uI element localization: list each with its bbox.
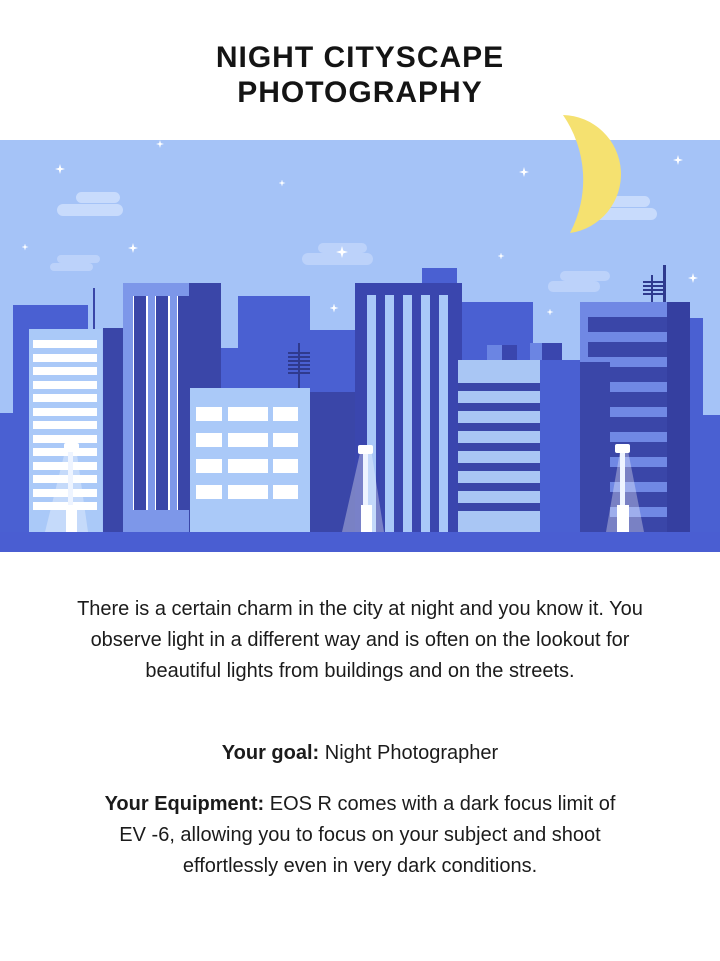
- lamp-head: [358, 445, 373, 454]
- building-horizontal-stripe: [458, 503, 540, 511]
- antenna-crossbar: [643, 281, 663, 283]
- lamp-post: [620, 453, 625, 532]
- building-white-stripe: [33, 489, 97, 497]
- building-left-background: [13, 305, 88, 532]
- equipment-line-2: EV -6, allowing you to focus on your subject and shoot: [119, 824, 601, 846]
- window: [196, 459, 222, 473]
- window-bar: [588, 517, 667, 532]
- building-horizontal-stripe: [458, 423, 540, 431]
- building-dark-slab: [103, 328, 123, 532]
- star-icon: [547, 309, 554, 316]
- window: [228, 485, 268, 499]
- building-white-stripe: [33, 354, 97, 362]
- building-right-background: [462, 302, 533, 532]
- star-icon: [519, 167, 529, 177]
- window-bar: [588, 392, 667, 407]
- lamp-light-cone: [606, 451, 644, 532]
- building-mid-background-right: [310, 330, 355, 532]
- tower-center-stripe: [385, 295, 394, 532]
- lamp-light-cone: [342, 449, 384, 532]
- star-icon: [330, 304, 339, 313]
- building-horizontal-stripes: [458, 360, 540, 532]
- tower-left-stripe-edge: [190, 296, 192, 510]
- equipment-line-1-rest: EOS R comes with a dark focus limit of: [264, 793, 616, 815]
- cloud: [318, 243, 367, 253]
- lamp-post: [363, 454, 368, 532]
- star-icon: [128, 243, 138, 253]
- building-right-edge: [690, 318, 703, 532]
- window: [273, 407, 298, 421]
- lamp-base: [66, 505, 77, 532]
- intro-line: beautiful lights from buildings and on the streets.: [145, 660, 575, 682]
- rooftop-block: [422, 268, 457, 283]
- page-title-line-1: NIGHT CITYSCAPE: [215, 41, 505, 74]
- building-white-stripe: [33, 340, 97, 348]
- tower-left-stripe-edge: [168, 296, 170, 510]
- night-sky: [0, 140, 720, 552]
- antenna-crossbar: [288, 352, 310, 354]
- building-horizontal-stripe: [458, 463, 540, 471]
- window: [228, 407, 268, 421]
- antenna-crossbar: [288, 368, 310, 370]
- equipment-line-3: effortlessly even in very dark conditions.: [182, 855, 538, 877]
- building-horizontal-stripe: [458, 483, 540, 491]
- building-white-stripe: [33, 394, 97, 402]
- building-white-stripe: [33, 421, 97, 429]
- window-bar: [588, 492, 667, 507]
- building-white-stripes: [29, 329, 102, 532]
- page-header: [0, 0, 720, 140]
- star-icon: [336, 246, 348, 258]
- building-white-stripe: [33, 367, 97, 375]
- rooftop-cube: [502, 345, 517, 360]
- building-tall-right: [580, 302, 690, 532]
- building-white-stripe: [33, 381, 97, 389]
- star-icon: [156, 140, 164, 148]
- window: [273, 459, 298, 473]
- building-mid-background-step: [221, 348, 238, 532]
- building-horizontal-stripe: [458, 383, 540, 391]
- antenna-pole: [298, 343, 300, 392]
- antenna-crossbar: [288, 360, 310, 362]
- antenna-pole: [651, 275, 653, 302]
- antenna: [93, 288, 95, 330]
- antenna-pole: [663, 265, 666, 302]
- intro-line: observe light in a different way and is often on the lookout for: [90, 629, 630, 651]
- cloud: [600, 196, 650, 207]
- window: [228, 433, 268, 447]
- antenna-crossbar: [288, 372, 310, 374]
- cloud: [76, 192, 120, 203]
- lamp-light-cone: [45, 447, 88, 532]
- cloud: [57, 204, 123, 216]
- street-ground: [0, 532, 720, 552]
- window-bar: [588, 342, 667, 357]
- building-white-stripe: [33, 448, 97, 456]
- equipment-label: Your Equipment:: [104, 793, 265, 815]
- star-icon: [688, 273, 698, 283]
- goal-line: [0, 738, 720, 769]
- tower-left-stripe: [134, 296, 146, 510]
- rooftop-cube: [530, 343, 542, 360]
- cloud: [57, 255, 100, 263]
- tower-left-stripe: [178, 296, 190, 510]
- cloud: [548, 281, 600, 292]
- intro-line: There is a certain charm in the city at night and you know it. You: [77, 598, 643, 620]
- lamp-head: [64, 443, 79, 452]
- antenna-crossbar: [288, 356, 310, 358]
- window-bar: [588, 467, 667, 482]
- building-dark-mid: [310, 392, 355, 532]
- star-icon: [55, 164, 65, 174]
- cloud: [50, 263, 93, 271]
- building-far-left: [0, 413, 15, 532]
- lamp-base: [361, 505, 372, 532]
- tower-center-stripe: [367, 295, 376, 532]
- building-dark-tall: [189, 283, 221, 532]
- rooftop-cube: [487, 345, 502, 360]
- antenna-crossbar: [643, 289, 663, 291]
- building-horizontal-stripe: [458, 403, 540, 411]
- window: [196, 407, 222, 421]
- building-white-stripe: [33, 435, 97, 443]
- lamp-base: [617, 505, 629, 532]
- rooftop-cube: [542, 343, 562, 360]
- goal-value: Night Photographer: [319, 742, 499, 764]
- building-white-stripe: [33, 502, 97, 510]
- building-white-stripe: [33, 475, 97, 483]
- building-far-right: [703, 415, 720, 532]
- building-tall-right-side: [667, 302, 690, 532]
- cloud: [592, 208, 657, 220]
- window: [273, 433, 298, 447]
- building-mid-background: [238, 296, 310, 532]
- star-icon: [673, 155, 683, 165]
- antenna-crossbar: [643, 285, 663, 287]
- window: [196, 485, 222, 499]
- window: [228, 459, 268, 473]
- intro-paragraph: [0, 594, 720, 687]
- cloud: [560, 271, 610, 281]
- window-bar: [588, 417, 667, 432]
- cloud: [302, 253, 373, 265]
- window: [196, 433, 222, 447]
- antenna-crossbar: [643, 293, 663, 295]
- tower-left-stripe-edge: [133, 296, 135, 510]
- building-white-stripe: [33, 462, 97, 470]
- building-right-background-step: [533, 360, 580, 532]
- tower-left-stripe-edge: [177, 296, 179, 510]
- equipment-line-1: [0, 789, 720, 820]
- goal-label: Your goal:: [221, 742, 320, 764]
- lamp-post: [68, 452, 73, 532]
- window-bar: [588, 442, 667, 457]
- tower-center-stripe: [421, 295, 430, 532]
- tower-left-body: [123, 283, 190, 532]
- building-white-stripe: [33, 408, 97, 416]
- window-bar: [588, 367, 667, 382]
- star-icon: [22, 244, 29, 251]
- tower-center-body: [355, 283, 462, 532]
- page-title-line-2: PHOTOGRAPHY: [237, 76, 483, 109]
- antenna-crossbar: [288, 364, 310, 366]
- window: [273, 485, 298, 499]
- tower-left-stripe-edge: [155, 296, 157, 510]
- star-icon: [498, 253, 505, 260]
- building-window-grid: [190, 388, 310, 532]
- equipment-paragraph: [0, 789, 720, 882]
- window-bar: [588, 317, 667, 332]
- tower-center-stripe: [439, 295, 448, 532]
- building-horizontal-stripe: [458, 443, 540, 451]
- tower-center-stripe: [403, 295, 412, 532]
- tower-left-stripe: [156, 296, 168, 510]
- star-icon: [279, 180, 286, 187]
- lamp-head: [615, 444, 630, 453]
- building-dark-front-right: [580, 362, 610, 532]
- tower-left-stripe-edge: [146, 296, 148, 510]
